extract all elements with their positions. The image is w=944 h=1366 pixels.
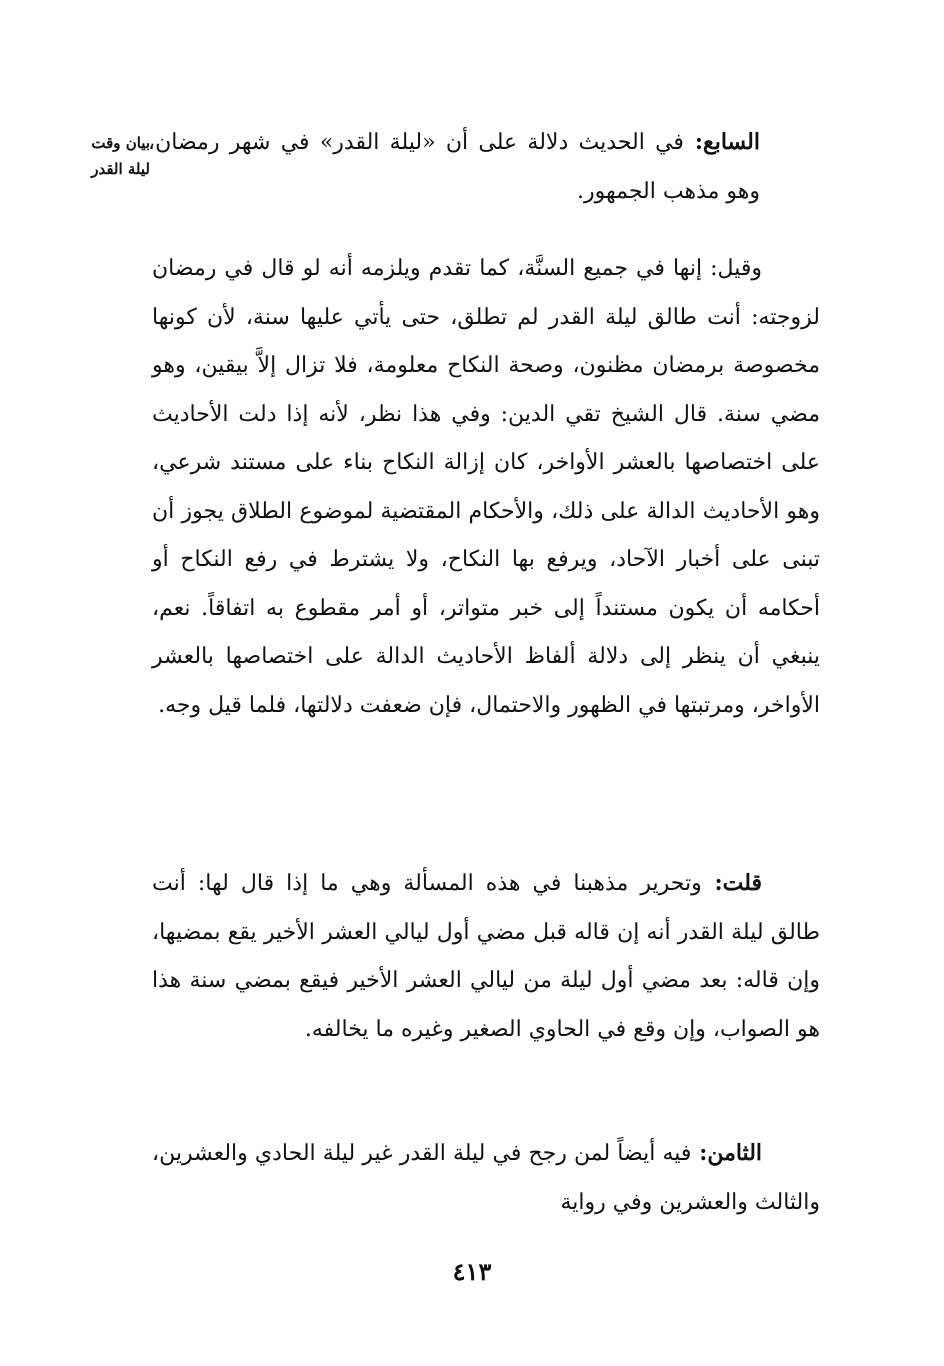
page-number: ٤١٣	[452, 1257, 492, 1286]
paragraph-lead: الثامن:	[691, 1140, 763, 1166]
paragraph-seventh	[148, 118, 760, 216]
paragraph-text: وتحرير مذهبنا في هذه المسألة وهي ما إذا قال لها: أنت طالق ليلة القدر أنه إن قاله قبل مضي أول ليالي العشر الأخير يقع بمضيها، وإن قاله: بعد مضي أول ليلة من ليالي العشر الأخير فيقع بمضي سنة هذا هو الصواب، وإن وقع في الحاوي الصغير وغيره ما يخالفه.	[152, 871, 820, 1042]
paragraph-qultu	[152, 859, 820, 1054]
paragraph-eighth	[152, 1129, 820, 1227]
paragraph-lead: قلت:	[701, 870, 762, 896]
paragraph-text: في الحديث دلالة على أن «ليلة القدر» في شهر رمضان، وهو مذهب الجمهور.	[148, 130, 760, 204]
paragraph-text: فيه أيضاً لمن رجح في ليلة القدر غير ليلة الحادي والعشرين، والثالث والعشرين وفي رواية	[152, 1141, 820, 1215]
paragraph-lead: السابع:	[683, 129, 760, 155]
margin-note	[22, 130, 150, 182]
margin-note-line-1: بيان وقت	[91, 134, 150, 152]
paragraph-text: وقيل: إنها في جميع السنَّة، كما تقدم ويلزمه أنه لو قال في رمضان لزوجته: أنت طالق ليلة القدر لم تطلق، حتى يأتي عليها سنة، لأن كونها مخصوصة برمضان مظنون، وصحة النكاح معلومة، فلا تزال إلاَّ بيقين، وهو مضي سنة. قال الشيخ تقي الدين: وفي هذا نظر، لأنه إذا دلت الأحاديث على اختصاصها بالعشر الأواخر، كان إزالة النكاح بناء على مستند شرعي، وهو الأحاديث الدالة على ذلك، والأحكام المقتضية لموضوع الطلاق يجوز أن تبنى على أخبار الآحاد، ويرفع بها النكاح، ولا يشترط في رفع النكاح أو أحكامه أن يكون مستنداً إلى خبر متواتر، أو أمر مقطوع به اتفاقاً. نعم، ينبغي أن ينظر إلى دلالة ألفاظ الأحاديث الدالة على اختصاصها بالعشر الأواخر، ومرتبتها في الظهور والاحتمال، فإن ضعفت دلالتها، فلما قيل وجه.	[152, 256, 820, 718]
paragraph-qila	[152, 245, 820, 730]
margin-note-line-2: ليلة القدر	[91, 160, 150, 178]
